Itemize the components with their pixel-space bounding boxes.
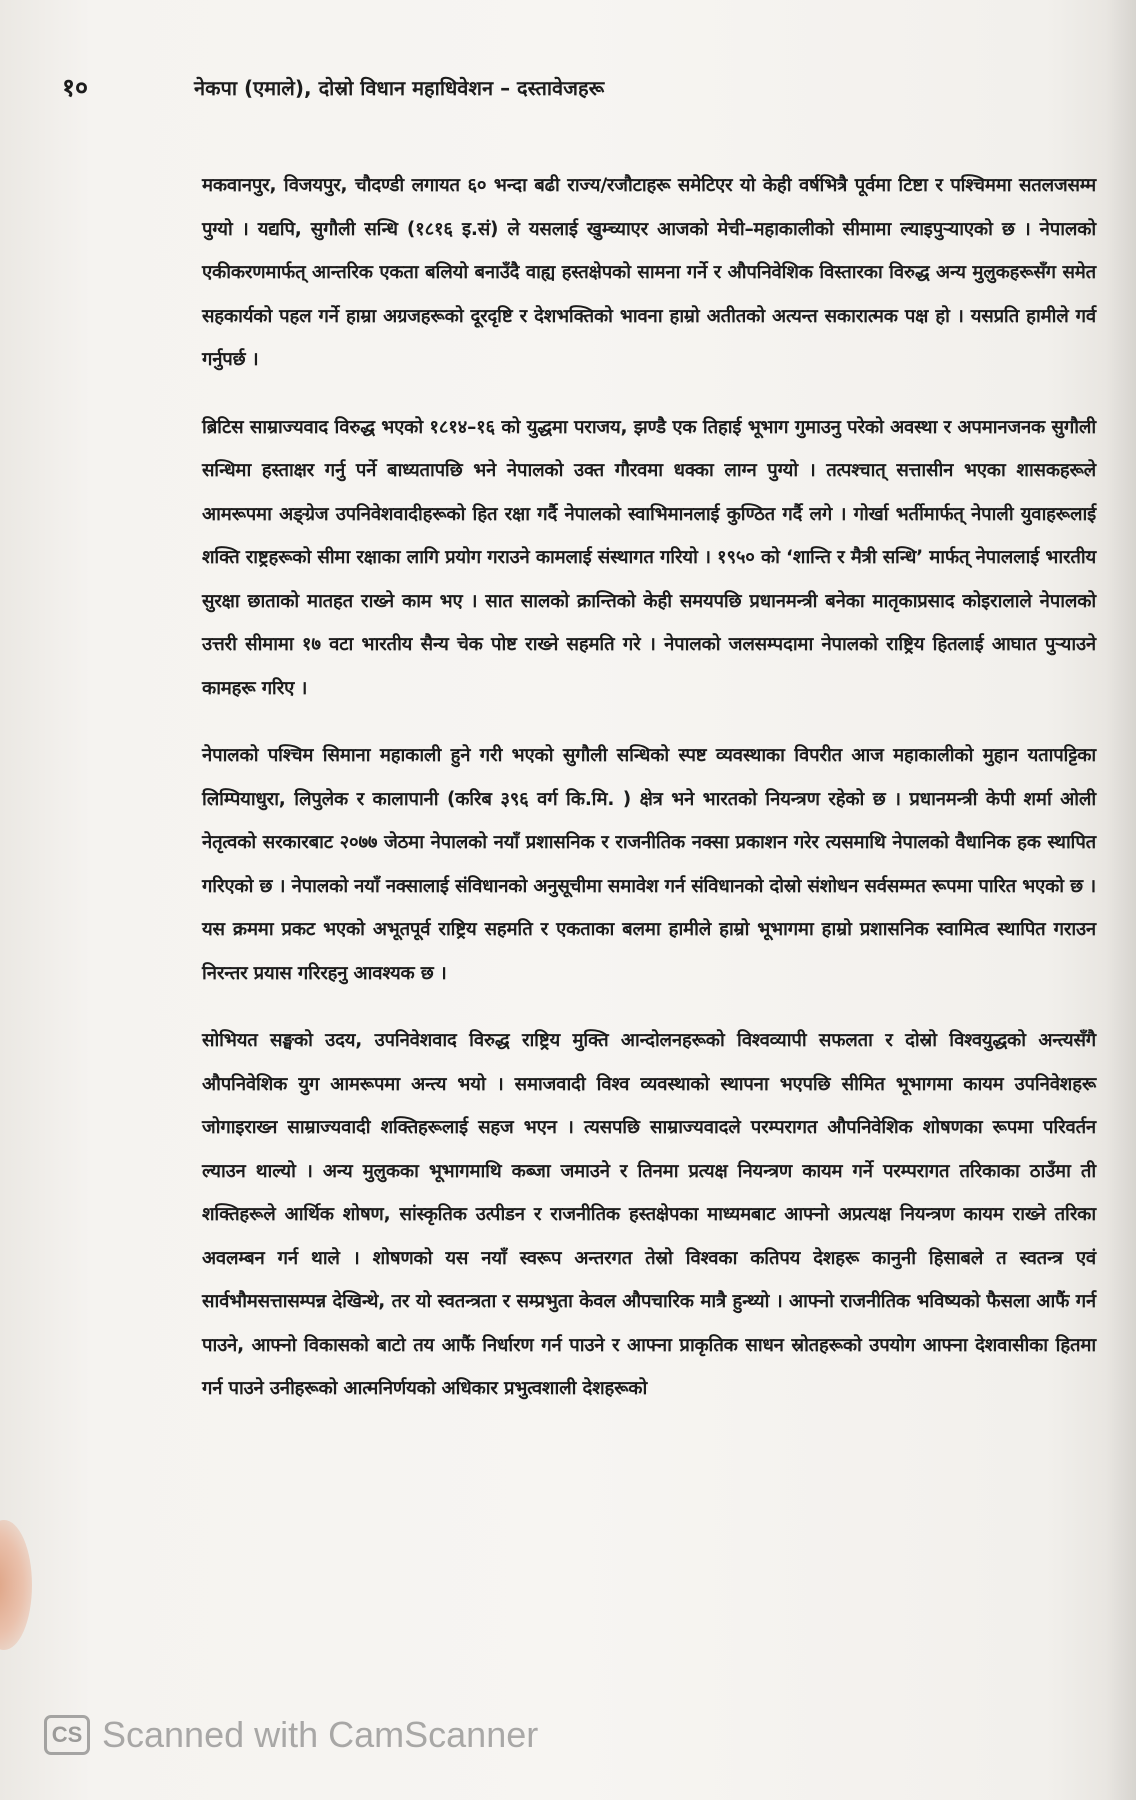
running-header <box>62 70 1076 104</box>
paragraph-4: सोभियत सङ्घको उदय, उपनिवेशवाद विरुद्ध राष्ट्रिय मुक्ति आन्दोलनहरूको विश्वव्यापी सफलता र दोस्रो विश्वयुद्धको अन्त्यसँगै औपनिवेशिक युग आमरूपमा अन्त्य भयो । समाजवादी विश्व व्यवस्थाको स्थापना भएपछि सीमित भूभागमा कायम उपनिवेशहरू जोगाइराख्न साम्राज्यवादी शक्तिहरूलाई सहज भएन । त्यसपछि साम्राज्यवादले परम्परागत औपनिवेशिक शोषणका रूपमा परिवर्तन ल्याउन थाल्यो । अन्य मुलुकका भूभागमाथि कब्जा जमाउने र तिनमा प्रत्यक्ष नियन्त्रण कायम गर्ने परम्परागत तरिकाका ठाउँमा ती शक्तिहरूले आर्थिक शोषण, सांस्कृतिक उत्पीडन र राजनीतिक हस्तक्षेपका माध्यमबाट आफ्नो अप्रत्यक्ष नियन्त्रण कायम राख्ने तरिका अवलम्बन गर्न थाले । शोषणको यस नयाँ स्वरूप अन्तरगत तेस्रो विश्वका कतिपय देशहरू कानुनी हिसाबले त स्वतन्त्र एवं सार्वभौमसत्तासम्पन्न देखिन्थे, तर यो स्वतन्त्रता र सम्प्रभुता केवल औपचारिक मात्रै हुन्थ्यो । आफ्नो राजनीतिक भविष्यको फैसला आफैं गर्न पाउने, आफ्नो विकासको बाटो तय आफैं निर्धारण गर्न पाउने र आफ्ना प्राकृतिक साधन स्रोतहरूको उपयोग आफ्ना देशवासीका हितमा गर्न पाउने उनीहरूको आत्मनिर्णयको अधिकार प्रभुत्वशाली देशहरूको <box>202 1030 1096 1399</box>
page-edge-shadow <box>1106 0 1136 1800</box>
camscanner-watermark <box>44 1714 538 1756</box>
paragraph-3: नेपालको पश्चिम सिमाना महाकाली हुने गरी भएको सुगौली सन्धिको स्पष्ट व्यवस्थाका विपरीत आज महाकालीको मुहान यतापट्टिका लिम्पियाधुरा, लिपुलेक र कालापानी (करिब ३९६ वर्ग कि.मि. ) क्षेत्र भने भारतको नियन्त्रण रहेको छ । प्रधानमन्त्री केपी शर्मा ओली नेतृत्वको सरकारबाट २०७७ जेठमा नेपालको नयाँ प्रशासनिक र राजनीतिक नक्सा प्रकाशन गरेर त्यसमाथि नेपालको वैधानिक हक स्थापित गरिएको छ । नेपालको नयाँ नक्सालाई संविधानको अनुसूचीमा समावेश गर्न संविधानको दोस्रो संशोधन सर्वसम्मत रूपमा पारित भएको छ । यस क्रममा प्रकट भएको अभूतपूर्व राष्ट्रिय सहमति र एकताका बलमा हामीले हाम्रो भूभागमा हाम्रो प्रशासनिक स्वामित्व स्थापित गराउन निरन्तर प्रयास गरिरहनु आवश्यक छ । <box>202 745 1096 984</box>
body-text <box>202 164 1096 1435</box>
header-title: नेकपा (एमाले), दोस्रो विधान महाधिवेशन – दस्तावेजहरू <box>194 75 605 100</box>
paragraph-2: ब्रिटिस साम्राज्यवाद विरुद्ध भएको १८१४–१६ को युद्धमा पराजय, झण्डै एक तिहाई भूभाग गुमाउनु परेको अवस्था र अपमानजनक सुगौली सन्धिमा हस्ताक्षर गर्नु पर्ने बाध्यतापछि भने नेपालको उक्त गौरवमा धक्का लाग्न पुग्यो । तत्पश्चात् सत्तासीन भएका शासकहरूले आमरूपमा अङ्ग्रेज उपनिवेशवादीहरूको हित रक्षा गर्दै नेपालको स्वाभिमानलाई कुण्ठित गर्दै लगे । गोर्खा भर्तीमार्फत् नेपाली युवाहरूलाई शक्ति राष्ट्रहरूको सीमा रक्षाका लागि प्रयोग गराउने कामलाई संस्थागत गरियो । १९५० को ‘शान्ति र मैत्री सन्धि’ मार्फत् नेपाललाई भारतीय सुरक्षा छाताको मातहत राख्ने काम भए । सात सालको क्रान्तिको केही समयपछि प्रधानमन्त्री बनेका मातृकाप्रसाद कोइरालाले नेपालको उत्तरी सीमामा १७ वटा भारतीय सैन्य चेक पोष्ट राख्ने सहमति गरे । नेपालको जलसम्पदामा नेपालको राष्ट्रिय हितलाई आघात पुऱ्याउने कामहरू गरिए । <box>202 416 1096 699</box>
camscanner-logo-icon: CS <box>44 1715 90 1755</box>
paragraph-1: मकवानपुर, विजयपुर, चौदण्डी लगायत ६० भन्दा बढी राज्य/रजौटाहरू समेटिएर यो केही वर्षभित्रै पूर्वमा टिष्टा र पश्चिममा सतलजसम्म पुग्यो । यद्यपि, सुगौली सन्धि (१८१६ इ.सं) ले यसलाई खुम्च्याएर आजको मेची–महाकालीको सीमामा ल्याइपुऱ्याएको छ । नेपालको एकीकरणमार्फत् आन्तरिक एकता बलियो बनाउँदै वाह्य हस्तक्षेपको सामना गर्ने र औपनिवेशिक विस्तारका विरुद्ध अन्य मुलुकहरूसँग समेत सहकार्यको पहल गर्ने हाम्रा अग्रजहरूको दूरदृष्टि र देशभक्तिको भावना हाम्रो अतीतको अत्यन्त सकारात्मक पक्ष हो । यसप्रति हामीले गर्व गर्नुपर्छ । <box>202 175 1096 370</box>
watermark-text: Scanned with CamScanner <box>102 1714 539 1755</box>
page-number: १० <box>62 73 89 102</box>
